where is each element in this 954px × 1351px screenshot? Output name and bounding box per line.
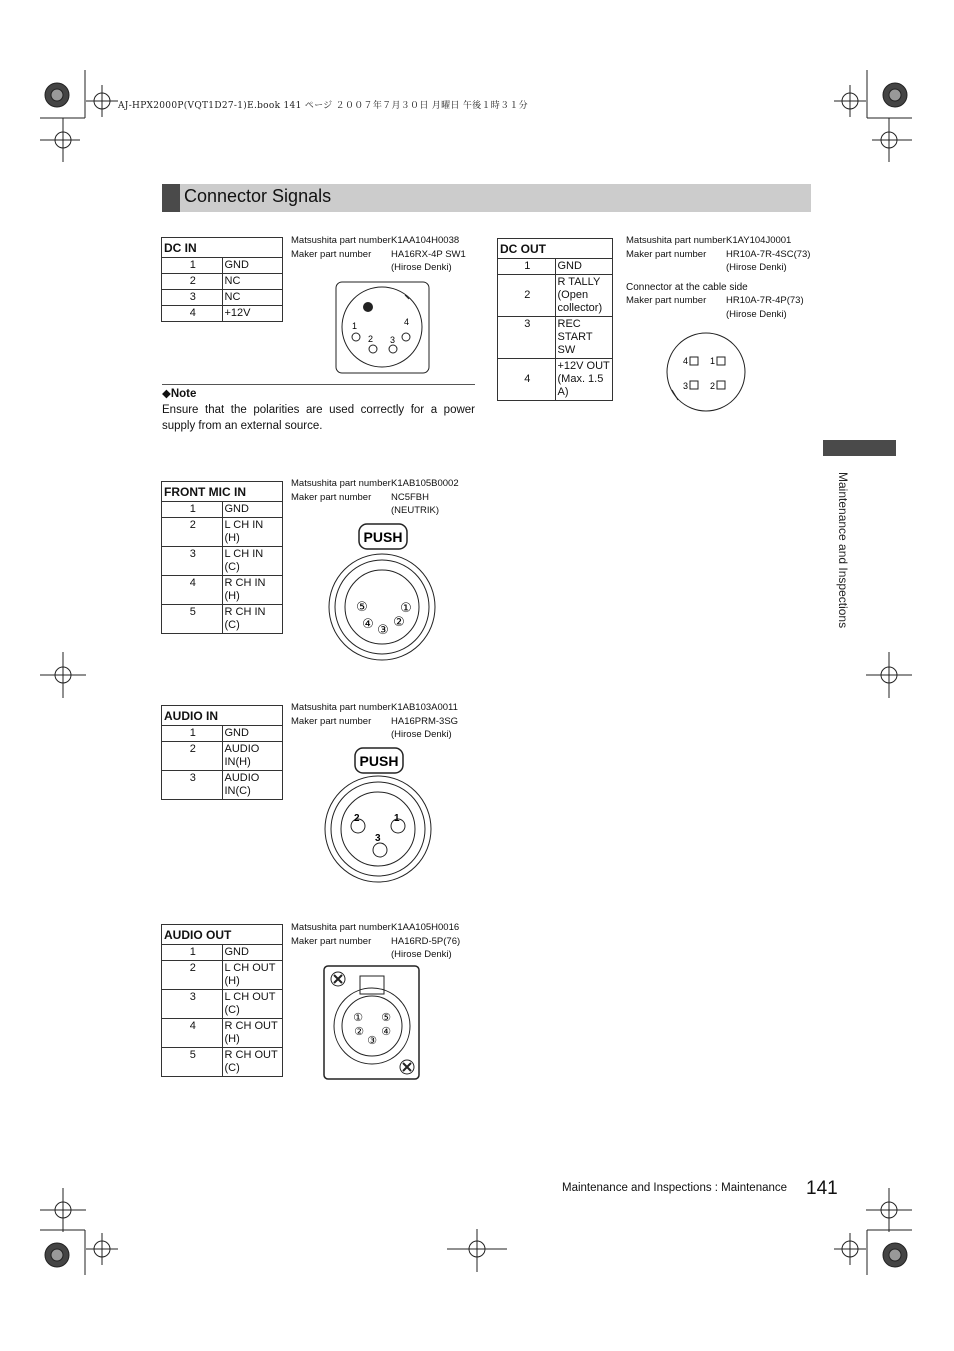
pin-signal: GND: [222, 945, 283, 961]
front-mic-connector-diagram: [326, 520, 438, 662]
table-row: [162, 1019, 283, 1048]
pin-signal: GND: [222, 726, 283, 742]
audio-in-connector-diagram: [322, 744, 434, 886]
pin-signal: GND: [222, 258, 283, 274]
note-text: Ensure that the polarities are used correctly for a power supply from an external source.: [162, 404, 475, 432]
pin-num: 3: [162, 547, 223, 576]
pin-label: ④: [381, 1026, 391, 1038]
pin-label: 3: [683, 381, 689, 391]
pin-label: 2: [710, 381, 716, 391]
pin-signal: AUDIO IN(C): [222, 771, 283, 800]
pin-num: 1: [498, 259, 556, 275]
table-row: [498, 359, 613, 401]
pin-label: 4: [683, 356, 689, 366]
dc-out-spec: Matsushita part numberK1AY104J0001 Maker part number HR10A-7R-4SC(73) (Hirose Denki) Connector at the cable side Maker part number HR10A-7R-4P(73) (Hirose Denki): [626, 235, 811, 320]
pin-num: 1: [162, 945, 223, 961]
table-row: [162, 547, 283, 576]
pin-label: 1: [352, 321, 358, 331]
pin-signal: R CH IN (C): [222, 605, 283, 634]
table-row: [162, 306, 283, 322]
pin-signal: L CH OUT (C): [222, 990, 283, 1019]
audio-out-title: AUDIO OUT: [162, 925, 283, 945]
front-mic-in-title: FRONT MIC IN: [162, 482, 283, 502]
audio-in-spec: Matsushita part numberK1AB103A0011 Maker part number HA16PRM-3SG (Hirose Denki): [291, 702, 459, 740]
pin-label: 3: [375, 833, 381, 844]
pin-label: 3: [390, 335, 396, 345]
dc-in-connector-diagram: [335, 281, 431, 375]
pin-label: ③: [377, 622, 389, 637]
pin-signal: NC: [222, 290, 283, 306]
pin-num: 4: [498, 359, 556, 401]
pin-label: 1: [710, 356, 716, 366]
file-header: AJ-HPX2000P(VQT1D27-1)E.book 141 ページ ２００７年７月３０日 月曜日 午後１時３１分: [118, 101, 528, 111]
table-row: [162, 771, 283, 800]
pin-num: 4: [162, 1019, 223, 1048]
table-row: [162, 502, 283, 518]
pin-num: 2: [162, 518, 223, 547]
pin-signal: L CH IN (H): [222, 518, 283, 547]
pin-signal: R TALLY (Open collector): [555, 275, 613, 317]
pin-label: ①: [353, 1012, 363, 1024]
table-row: [162, 742, 283, 771]
table-row: [162, 576, 283, 605]
pin-signal: R CH IN (H): [222, 576, 283, 605]
pin-num: 2: [162, 274, 223, 290]
dc-in-table: [161, 237, 283, 322]
pin-label: ⑤: [381, 1012, 391, 1024]
dc-out-title: DC OUT: [498, 239, 613, 259]
table-row: [162, 990, 283, 1019]
pin-signal: REC START SW: [555, 317, 613, 359]
table-row: [162, 290, 283, 306]
pin-label: ⑤: [356, 599, 368, 614]
pin-signal: L CH OUT (H): [222, 961, 283, 990]
pin-num: 3: [162, 990, 223, 1019]
pin-num: 3: [162, 290, 223, 306]
dc-out-connector-diagram: [664, 330, 750, 414]
pin-signal: +12V: [222, 306, 283, 322]
pin-num: 4: [162, 306, 223, 322]
footer-section: Maintenance and Inspections : Maintenance: [562, 1182, 788, 1194]
table-row: [498, 259, 613, 275]
pin-label: ②: [393, 614, 405, 629]
pin-signal: R CH OUT (C): [222, 1048, 283, 1077]
pin-label: ③: [367, 1035, 377, 1047]
dc-in-title: DC IN: [162, 238, 283, 258]
audio-out-spec: Matsushita part numberK1AA105H0016 Maker part number HA16RD-5P(76) (Hirose Denki): [291, 922, 461, 960]
pin-num: 2: [162, 961, 223, 990]
pin-label: 2: [368, 334, 374, 344]
table-row: [162, 945, 283, 961]
pin-signal: L CH IN (C): [222, 547, 283, 576]
push-label: PUSH: [359, 753, 399, 769]
pin-num: 1: [162, 258, 223, 274]
table-row: [162, 605, 283, 634]
pin-label: 2: [354, 813, 360, 824]
page-title: Connector Signals: [184, 186, 332, 206]
pin-num: 4: [162, 576, 223, 605]
table-row: [162, 518, 283, 547]
pin-signal: NC: [222, 274, 283, 290]
pin-num: 5: [162, 605, 223, 634]
front-mic-in-spec: Matsushita part numberK1AB105B0002 Maker part number NC5FBH (NEUTRIK): [291, 478, 459, 516]
pin-num: 1: [162, 502, 223, 518]
title-accent: [162, 184, 180, 212]
pin-label: ①: [400, 600, 412, 615]
audio-out-table: [161, 924, 283, 1077]
pin-signal: AUDIO IN(H): [222, 742, 283, 771]
pin-num: 3: [498, 317, 556, 359]
audio-out-connector-diagram: [322, 964, 422, 1082]
table-row: [498, 317, 613, 359]
section-title-bar: [162, 184, 811, 212]
dc-in-spec: Matsushita part numberK1AA104H0038 Maker part number HA16RX-4P SW1 (Hirose Denki): [291, 235, 466, 273]
pin-num: 2: [498, 275, 556, 317]
pin-label: 1: [394, 813, 400, 824]
pin-label: ②: [354, 1026, 364, 1038]
pin-signal: GND: [555, 259, 613, 275]
table-row: [162, 274, 283, 290]
pin-num: 1: [162, 726, 223, 742]
side-tab: [823, 440, 896, 456]
pin-signal: R CH OUT (H): [222, 1019, 283, 1048]
pin-label: ④: [362, 616, 374, 631]
note-divider: [162, 384, 475, 385]
note-title: ◆Note: [162, 388, 197, 400]
pin-signal: +12V OUT (Max. 1.5 A): [555, 359, 613, 401]
audio-in-table: [161, 705, 283, 800]
table-row: [498, 275, 613, 317]
audio-in-title: AUDIO IN: [162, 706, 283, 726]
table-row: [162, 726, 283, 742]
page-number: 141: [806, 1178, 838, 1199]
pin-signal: GND: [222, 502, 283, 518]
pin-num: 2: [162, 742, 223, 771]
pin-label: 4: [404, 317, 410, 327]
table-row: [162, 961, 283, 990]
side-section-label: Maintenance and Inspections: [836, 472, 850, 629]
pin-num: 5: [162, 1048, 223, 1077]
table-row: [162, 1048, 283, 1077]
push-label: PUSH: [363, 529, 403, 545]
pin-num: 3: [162, 771, 223, 800]
front-mic-in-table: [161, 481, 283, 634]
table-row: [162, 258, 283, 274]
dc-out-table: [497, 238, 613, 401]
